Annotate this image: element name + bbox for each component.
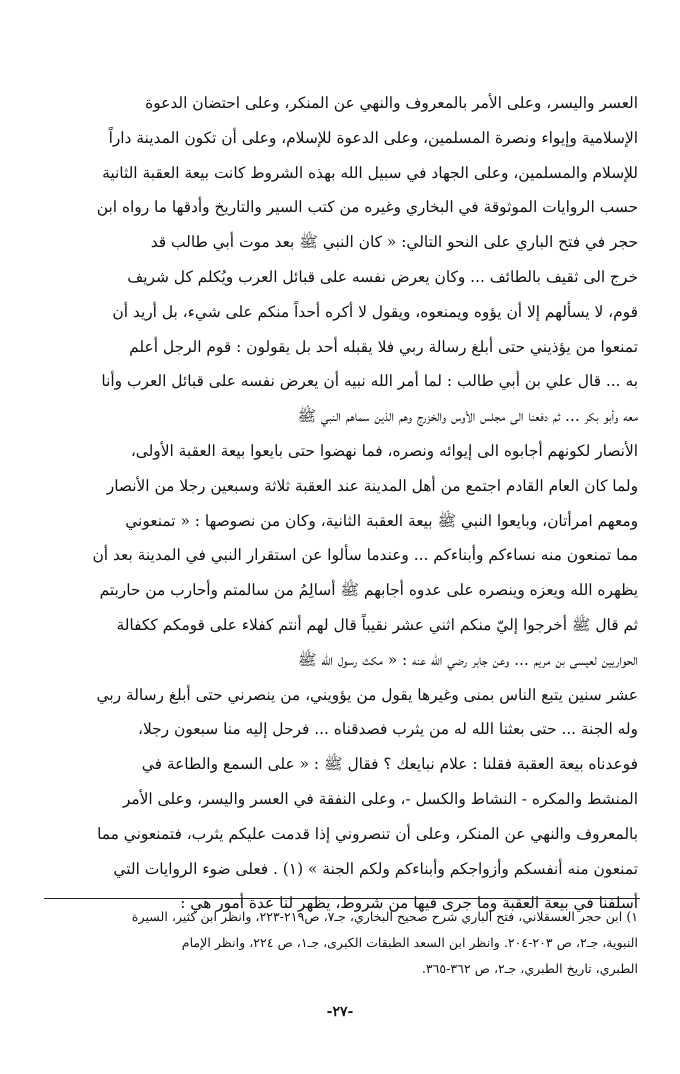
body-line: للإسلام والمسلمين، وعلى الجهاد في سبيل الله بهذه الشروط كانت بيعة العقبة الثانية xyxy=(102,163,638,182)
body-line: ثم قال ﷺ أخرجوا إليّ منكم اثني عشر نقيباً قال لهم أنتم كفلاء على قومكم ككفالة xyxy=(116,615,638,634)
body-line: قوم، لا يسألهم إلا أن يؤوه ويمنعوه، ويقول لا أكره أحداً منكم على شيء، بل أريد أن xyxy=(112,302,638,321)
body-line: تمنعوا من يؤذيني حتى أبلغ رسالة ربي فلا يقبله أحد بل يقولون : قوم الرجل أعلم xyxy=(129,337,638,356)
body-line: المنشط والمكره - النشاط والكسل -، وعلى النفقة في العسر واليسر، وعلى الأمر xyxy=(122,789,638,808)
body-line: تمنعون منه أنفسكم وأزواجكم وأبناءكم ولكم الجنة » (١) . فعلى ضوء الروايات التي xyxy=(113,859,638,878)
page-number: -٢٧- xyxy=(326,1004,354,1020)
footnote-line: الطبري، تاريخ الطبري، جـ٢، ص ٣٦٢-٣٦٥. xyxy=(421,961,638,976)
body-line: حسب الروايات الموثوقة في البخاري وغيره من كتب السير والتاريخ وأدقها ما رواه ابن xyxy=(96,198,638,217)
body-line: به ... قال علي بن أبي طالب : لما أمر الله نبيه أن يعرض نفسه على قبائل العرب وأنا xyxy=(101,372,638,391)
footnote-line: ١) ابن حجر العسقلاني، فتح الباري شرح صحيح البخاري، جـ٧، ص٢١٩-٢٢٣، وانظر ابن كثير، السيرة xyxy=(131,909,638,924)
body-line: خرج الى ثقيف بالطائف ... وكان يعرض نفسه على قبائل العرب ويُكلم كل شريف xyxy=(127,267,638,286)
body-line: الإسلامية وإيواء ونصرة المسلمين، وعلى الدعوة للإسلام، وعلى أن تكون المدينة داراً xyxy=(108,128,638,147)
body-line: ومعهم امرأتان، وبايعوا النبي ﷺ بيعة العقبة الثانية، وكان من نصوصها : « تمنعوني xyxy=(125,511,638,530)
footnote-line: النبوية، جـ٢، ص ٢٠٣-٢٠٤. وانظر ابن السعد الطبقات الكبرى، جـ١، ص ٢٢٤، وانظر الإمام xyxy=(181,935,638,950)
body-line: العسر واليسر، وعلى الأمر بالمعروف والنهي عن المنكر، وعلى احتضان الدعوة xyxy=(145,94,638,112)
body-line: الحواريين لعيسى بن مريم ... وعن جابر رضي الله عنه : « مكث رسول الله ﷺ xyxy=(297,650,638,669)
body-line: بالمعروف والنهي عن المنكر، وعلى أن تنصروني إذا قدمت عليكم يثرب، فتمنعوني مما xyxy=(97,824,638,843)
body-line: عشر سنين يتبع الناس بمنى وغيرها يقول من يؤويني، من ينصرني حتى أبلغ رسالة ربي xyxy=(96,685,638,704)
body-line: يظهره الله ويعزه وينصره على عدوه أجابهم ﷺ أسالِمُ من سالمتم وأحارب من حاربتم xyxy=(99,581,638,600)
body-line: الأنصار لكونهم أجابوه الى إيوائه ونصره، فما نهضوا حتى بايعوا بيعة العقبة الأولى، xyxy=(130,441,638,460)
body-line: أسلفنا في بيعة العقبة وما جرى فيها من شروط، يظهر لنا عدة أمور هي : xyxy=(180,894,638,913)
footnote-divider xyxy=(44,898,640,899)
body-line: ولما كان العام القادم اجتمع من أهل المدينة عند العقبة ثلاثة وسبعين رجلا من الأنصار xyxy=(106,476,638,495)
body-line: حجر في فتح الباري على النحو التالي: « كان النبي ﷺ بعد موت أبي طالب قد xyxy=(150,233,638,252)
body-line: وله الجنة ... حتى بعثنا الله له من يثرب فصدقناه ... فرحل إليه منا سبعون رجلا، xyxy=(137,720,638,739)
body-line: معه وأبو بكر ... ثم دفعنا الى مجلس الأوس والخزرج وهم الذين سماهم النبي ﷺ xyxy=(297,407,638,426)
body-line: مما تمنعون منه نساءكم وأبناءكم ... وعندما سألوا عن استقرار النبي في المدينة بعد أن xyxy=(92,546,638,565)
footnote xyxy=(44,904,638,982)
body-line: فوعدناه بيعة العقبة فقلنا : علام نبايعك ؟ فقال ﷺ : « على السمع والطاعة في xyxy=(141,755,638,774)
body-text xyxy=(44,86,638,921)
